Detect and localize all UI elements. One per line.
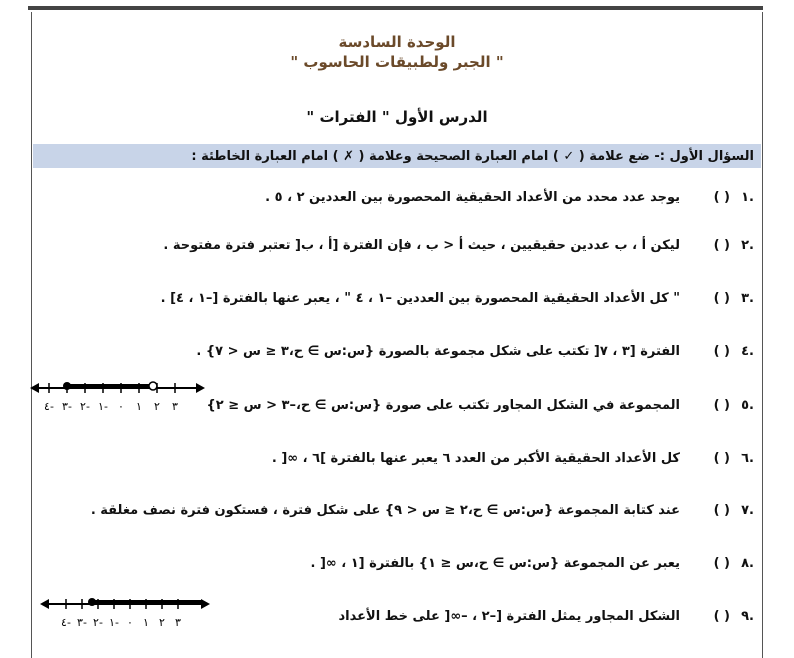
item-statement: " كل الأعداد الحقيقية المحصورة بين العددين –١ ، ٤ " ، يعبر عنها بالفترة [–١ ، ٤] .	[160, 291, 680, 306]
question-item	[339, 609, 754, 624]
answer-blank[interactable]: ( )	[713, 398, 730, 413]
item-number: .٦	[741, 451, 754, 466]
question-item	[206, 398, 754, 413]
number-line-q5	[30, 378, 205, 418]
question-item	[311, 556, 755, 571]
question-item	[196, 344, 754, 359]
item-number: .٤	[741, 344, 754, 359]
tick-label: ٠	[127, 616, 133, 629]
item-number: .١	[741, 190, 754, 205]
tick-label: ٠	[118, 400, 124, 413]
item-number: .٩	[741, 609, 754, 624]
question-item	[265, 190, 754, 205]
tick-label: ٢	[154, 400, 160, 413]
question-item	[272, 451, 754, 466]
answer-blank[interactable]: ( )	[713, 291, 730, 306]
number-line-q9	[40, 592, 210, 632]
tick-label: ١-	[109, 616, 119, 629]
unit-title: الوحدة السادسة	[338, 33, 456, 51]
right-arrow-icon	[196, 383, 205, 393]
item-statement: يوجد عدد محدد من الأعداد الحقيقية المحصورة بين العددين ٢ ، ٥ .	[265, 190, 680, 205]
open-endpoint	[149, 382, 157, 390]
tick-label: ٢	[159, 616, 165, 629]
lesson-title: الدرس الأول " الفترات "	[306, 108, 488, 126]
tick-label: ٤-	[44, 400, 54, 413]
tick-label: ٣-	[62, 400, 72, 413]
question-item	[163, 238, 754, 253]
tick-label: ٣	[172, 400, 178, 413]
item-statement: المجموعة في الشكل المجاور تكتب على صورة {س:س ∋ ح،–٣ < س ≤ ٢}	[206, 398, 680, 413]
left-arrow-icon	[30, 383, 39, 393]
answer-blank[interactable]: ( )	[713, 344, 730, 359]
item-statement: ليكن أ ، ب عددين حقيقيين ، حيث أ < ب ، فإن الفترة [أ ، ب[ تعتبر فترة مفتوحة .	[163, 238, 680, 253]
left-arrow-icon	[40, 599, 49, 609]
tick-label: ١-	[98, 400, 108, 413]
tick-label: ١	[143, 616, 149, 629]
tick-label: ٤-	[61, 616, 71, 629]
question-item	[91, 503, 754, 518]
subject-title: " الجبر ولطبيقات الحاسوب "	[290, 53, 504, 71]
answer-blank[interactable]: ( )	[713, 503, 730, 518]
question-instruction: السؤال الأول :- ضع علامة ( ✓ ) امام العبارة الصحيحة وعلامة ( ✗ ) امام العبارة الخاطئة :	[191, 149, 754, 164]
tick-label: ٢-	[93, 616, 103, 629]
tick-label: ٢-	[80, 400, 90, 413]
item-statement: عند كتابة المجموعة {س:س ∋ ح،٢ ≤ س < ٩} على شكل فترة ، فستكون فترة نصف مغلقة .	[90, 503, 680, 518]
item-statement: يعبر عن المجموعة {س:س ∋ ح،س ≤ ١} بالفترة [١ ، ∞[ .	[310, 556, 680, 571]
answer-blank[interactable]: ( )	[713, 556, 730, 571]
answer-blank[interactable]: ( )	[713, 609, 730, 624]
item-number: .٧	[741, 503, 754, 518]
item-number: .٥	[741, 398, 754, 413]
item-number: .٢	[741, 238, 754, 253]
item-statement: الشكل المجاور يمثل الفترة [–٢ ، –∞[ على خط الأعداد	[338, 609, 680, 624]
answer-blank[interactable]: ( )	[713, 451, 730, 466]
item-statement: كل الأعداد الحقيقية الأكبر من العدد ٦ يعبر عنها بالفترة ]٦ ، ∞[ .	[271, 451, 680, 466]
tick-label: ٣	[175, 616, 181, 629]
item-number: .٨	[741, 556, 754, 571]
tick-label: ٣-	[77, 616, 87, 629]
item-statement: الفترة [٣ ، ٧[ تكتب على شكل مجموعة بالصورة {س:س ∋ ح،٣ ≤ س < ٧} .	[196, 344, 680, 359]
question-item	[161, 291, 754, 306]
item-number: .٣	[741, 291, 754, 306]
top-border-line	[28, 6, 763, 10]
answer-blank[interactable]: ( )	[713, 190, 730, 205]
closed-endpoint	[88, 598, 96, 606]
answer-blank[interactable]: ( )	[713, 238, 730, 253]
tick-label: ١	[136, 400, 142, 413]
